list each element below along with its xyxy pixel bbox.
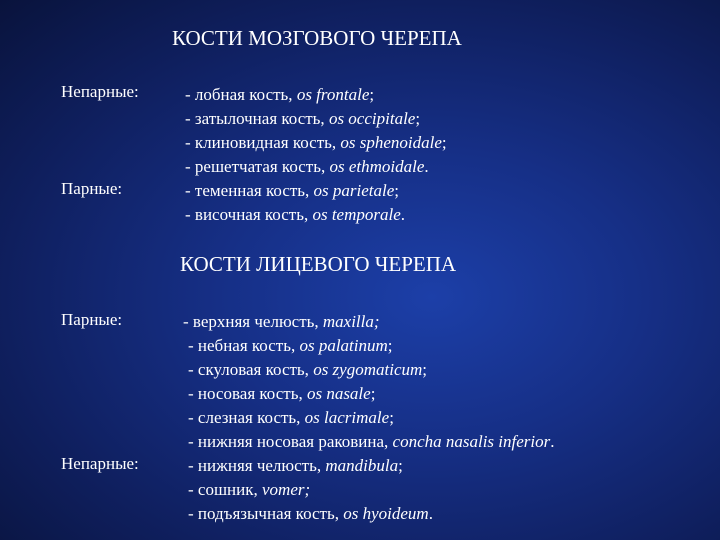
bone-punctuation: ; (394, 181, 400, 200)
bone-latin-name: os palatinum (299, 336, 388, 355)
bone-russian-name: - решетчатая кость, (185, 157, 330, 176)
bone-latin-name: os ethmoidale (329, 157, 425, 176)
bone-russian-name: - верхняя челюсть, (183, 312, 323, 331)
bone-punctuation: . (550, 432, 555, 451)
cranial-bone-list (185, 83, 447, 227)
bone-punctuation: ; (387, 336, 393, 355)
bone-russian-name: - сошник, (188, 480, 263, 499)
facial-bone-item (183, 358, 555, 382)
facial-bone-item (183, 502, 555, 526)
bone-russian-name: - нижняя челюсть, (188, 456, 326, 475)
bone-russian-name: - слезная кость, (188, 408, 305, 427)
facial-bone-item (183, 310, 555, 334)
bone-russian-name: - нижняя носовая раковина, (188, 432, 393, 451)
bone-latin-name: os hyoideum (343, 504, 429, 523)
facial-bone-list (183, 310, 555, 526)
bone-punctuation: . (424, 157, 429, 176)
facial-bone-item (183, 454, 555, 478)
bone-punctuation: . (428, 504, 433, 523)
bone-russian-name: - клиновидная кость, (185, 133, 341, 152)
cranial-unpaired-label: Непарные: (61, 82, 139, 101)
facial-bone-item (183, 478, 555, 502)
bone-latin-name: os frontale (296, 85, 370, 104)
bone-russian-name: - небная кость, (188, 336, 300, 355)
bone-russian-name: - подъязычная кость, (188, 504, 344, 523)
cranial-bone-item (185, 131, 447, 155)
bone-punctuation: ; (441, 133, 447, 152)
bone-punctuation: . (400, 205, 405, 224)
cranial-bone-item (185, 179, 447, 203)
bone-russian-name: - теменная кость, (185, 181, 314, 200)
facial-unpaired-label: Непарные: (61, 454, 139, 473)
cranial-bone-item (185, 107, 447, 131)
bone-latin-name: os lacrimale (304, 408, 390, 427)
bone-latin-name: os zygomaticum (313, 360, 423, 379)
bone-latin-name: os temporale (312, 205, 401, 224)
bone-russian-name: - носовая кость, (188, 384, 307, 403)
cranial-section-title: КОСТИ МОЗГОВОГО ЧЕРЕПА (172, 26, 462, 50)
bone-latin-name: os occipitale (328, 109, 416, 128)
facial-section-title: КОСТИ ЛИЦЕВОГО ЧЕРЕПА (180, 252, 457, 276)
bone-latin-name: vomer; (262, 480, 311, 499)
facial-bone-item (183, 406, 555, 430)
bone-punctuation: ; (422, 360, 427, 379)
bone-russian-name: - лобная кость, (185, 85, 297, 104)
bone-punctuation: ; (370, 384, 376, 403)
bone-latin-name: os sphenoidale (340, 133, 442, 152)
bone-punctuation: ; (389, 408, 394, 427)
bone-latin-name: os nasale (306, 384, 371, 403)
bone-latin-name: mandibula (325, 456, 399, 475)
bone-russian-name: - височная кость, (185, 205, 313, 224)
cranial-paired-label: Парные: (61, 179, 123, 198)
facial-bone-item (183, 382, 555, 406)
bone-latin-name: os parietale (313, 181, 395, 200)
bone-russian-name: - затылочная кость, (185, 109, 329, 128)
bone-punctuation: ; (415, 109, 421, 128)
bone-russian-name: - скуловая кость, (188, 360, 314, 379)
bone-latin-name: maxilla; (322, 312, 380, 331)
cranial-bone-item (185, 83, 447, 107)
facial-bone-item (183, 334, 555, 358)
bone-punctuation: ; (369, 85, 375, 104)
cranial-bone-item (185, 203, 447, 227)
facial-paired-label: Парные: (61, 310, 123, 329)
facial-bone-item (183, 430, 555, 454)
bone-latin-name: concha nasalis inferior (392, 432, 551, 451)
cranial-bone-item (185, 155, 447, 179)
bone-punctuation: ; (398, 456, 403, 475)
